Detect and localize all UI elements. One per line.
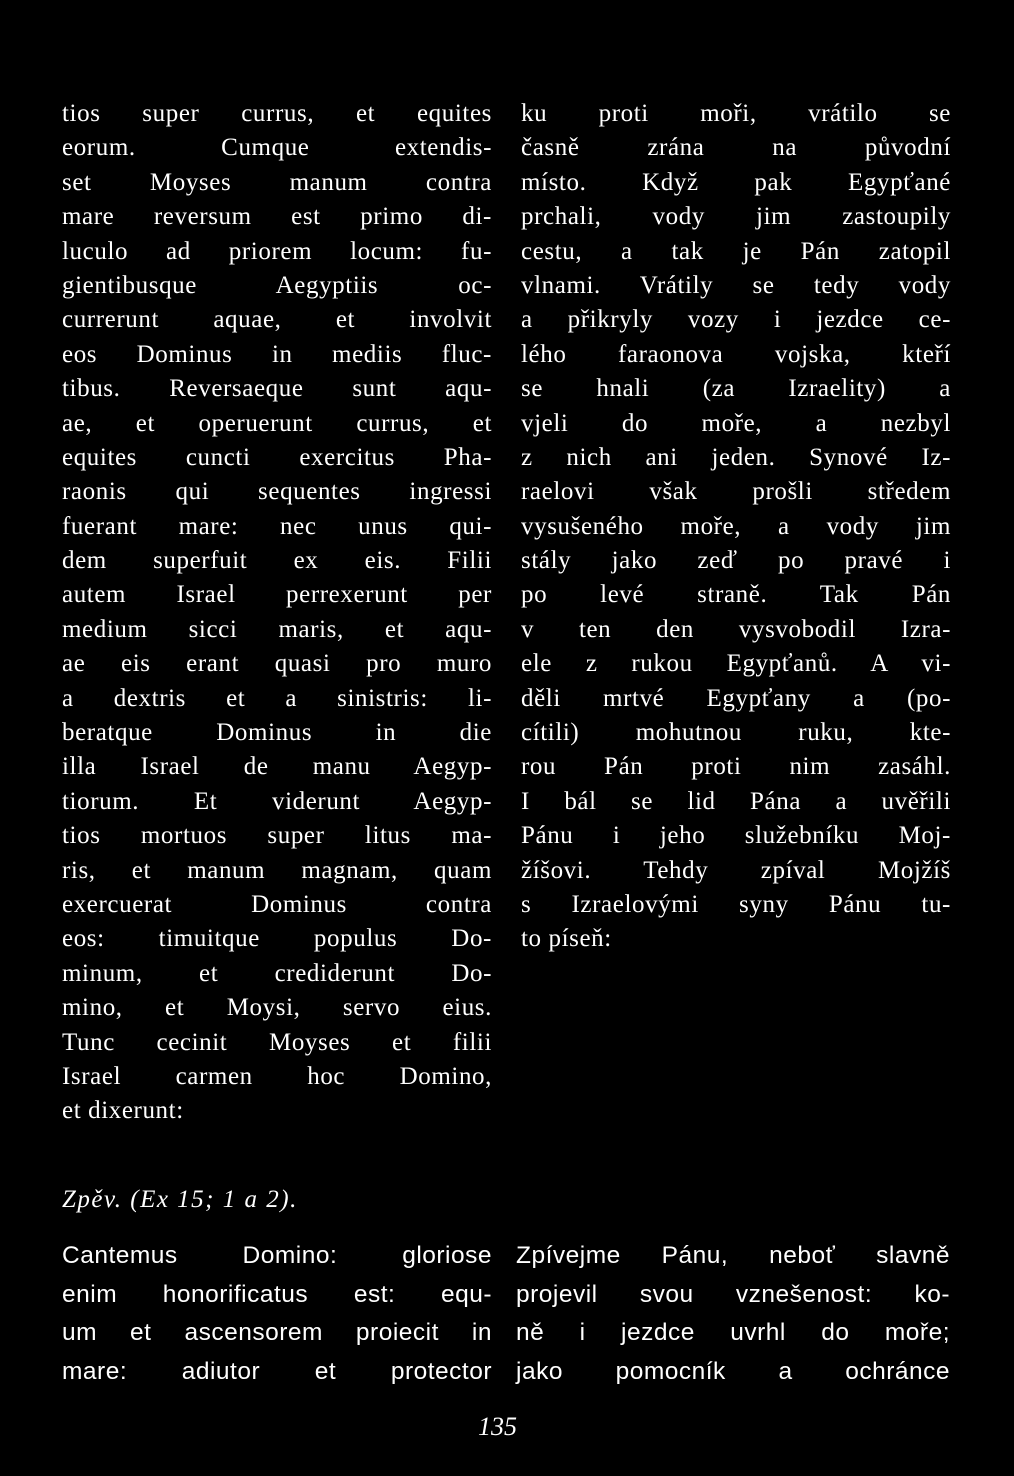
- czech-text-line: Pánu i jeho služebníku Moj-: [521, 822, 951, 850]
- czech-text-line: děli mrtvé Egypťany a (po-: [521, 684, 951, 712]
- latin-text-line: autem Israel perrexerunt per: [62, 581, 492, 609]
- latin-text-line: tibus. Reversaeque sunt aqu-: [62, 375, 492, 403]
- scripture-reference: Zpěv. (Ex 15; 1 a 2).: [62, 1186, 298, 1213]
- latin-text-line: ae, et operuerunt currus, et: [62, 409, 492, 437]
- czech-text-line: to píseň:: [521, 925, 612, 953]
- czech-text-line: a přikryly vozy i jezdce ce-: [521, 306, 951, 334]
- czech-text-line: vlnami. Vrátily se tedy vody: [521, 271, 951, 299]
- latin-text-line: beratque Dominus in die: [62, 719, 492, 747]
- latin-text-line: Tunc cecinit Moyses et filii: [62, 1028, 492, 1056]
- page-number: 135: [478, 1412, 517, 1441]
- chant-latin-line: Cantemus Domino: gloriose: [62, 1242, 492, 1269]
- czech-text-line: vysušeného moře, a vody jim: [521, 512, 951, 540]
- czech-text-line: rou Pán proti nim zasáhl.: [521, 753, 951, 781]
- latin-text-line: eos: timuitque populus Do-: [62, 925, 492, 953]
- latin-text-line: minum, et crediderunt Do-: [62, 959, 492, 987]
- latin-text-line: equites cuncti exercitus Pha-: [62, 443, 492, 471]
- czech-text-line: časně zrána na původní: [521, 134, 951, 162]
- chant-latin-line: mare: adiutor et protector: [62, 1357, 492, 1385]
- chant-czech-column: [516, 1237, 950, 1391]
- czech-text-line: raelovi však prošli středem: [521, 478, 951, 506]
- czech-text-line: po levé straně. Tak Pán: [521, 581, 951, 609]
- latin-text-line: tiorum. Et viderunt Aegyp-: [62, 787, 492, 815]
- latin-text-line: currerunt aquae, et involvit: [62, 306, 492, 334]
- latin-text-column: [62, 97, 492, 1129]
- czech-text-line: z nich ani jeden. Synové Iz-: [521, 443, 951, 471]
- latin-text-line: mare reversum est primo di-: [62, 203, 492, 231]
- czech-text-line: stály jako zeď po pravé i: [521, 547, 951, 575]
- chant-latin-column: [62, 1237, 492, 1391]
- latin-text-line: et dixerunt:: [62, 1097, 184, 1125]
- czech-text-line: s Izraelovými syny Pánu tu-: [521, 890, 951, 918]
- czech-text-line: v ten den vysvobodil Izra-: [521, 615, 951, 643]
- czech-text-line: lého faraonova vojska, kteří: [521, 340, 951, 368]
- latin-text-line: Israel carmen hoc Domino,: [62, 1062, 492, 1090]
- latin-text-line: raonis qui sequentes ingressi: [62, 478, 492, 506]
- latin-text-line: mino, et Moysi, servo eius.: [62, 994, 492, 1022]
- czech-text-line: žíšovi. Tehdy zpíval Mojžíš: [521, 856, 951, 884]
- czech-text-line: I bál se lid Pána a uvěřili: [521, 787, 951, 815]
- latin-text-line: illa Israel de manu Aegyp-: [62, 753, 492, 781]
- chant-czech-line: Zpívejme Pánu, neboť slavně: [516, 1242, 950, 1269]
- chant-latin-line: um et ascensorem proiecit in: [62, 1319, 492, 1346]
- latin-text-line: gientibusque Aegyptiis oc-: [62, 271, 492, 299]
- czech-text-line: vjeli do moře, a nezbyl: [521, 409, 951, 437]
- latin-text-line: medium sicci maris, et aqu-: [62, 615, 492, 643]
- chant-latin-line: enim honorificatus est: equ-: [62, 1280, 492, 1308]
- latin-text-line: a dextris et a sinistris: li-: [62, 684, 492, 712]
- chant-czech-line: ně i jezdce uvrhl do moře;: [516, 1319, 950, 1346]
- latin-text-line: eorum. Cumque extendis-: [62, 134, 492, 162]
- chant-czech-line: jako pomocník a ochránce: [516, 1357, 950, 1385]
- czech-text-line: místo. Když pak Egypťané: [521, 168, 951, 196]
- latin-text-line: dem superfuit ex eis. Filii: [62, 547, 492, 575]
- latin-text-line: set Moyses manum contra: [62, 168, 492, 196]
- chant-czech-line: projevil svou vznešenost: ko-: [516, 1280, 950, 1308]
- latin-text-line: exercuerat Dominus contra: [62, 890, 492, 918]
- czech-text-line: ele z rukou Egypťanů. A vi-: [521, 650, 951, 678]
- czech-text-line: prchali, vody jim zastoupily: [521, 203, 951, 231]
- latin-text-line: tios super currus, et equites: [62, 100, 492, 127]
- czech-text-line: cestu, a tak je Pán zatopil: [521, 237, 951, 265]
- latin-text-line: tios mortuos super litus ma-: [62, 822, 492, 850]
- czech-text-line: ku proti moři, vrátilo se: [521, 100, 951, 127]
- latin-text-line: fuerant mare: nec unus qui-: [62, 512, 492, 540]
- latin-text-line: ae eis erant quasi pro muro: [62, 650, 492, 678]
- latin-text-line: eos Dominus in mediis fluc-: [62, 340, 492, 368]
- czech-text-column: [521, 97, 951, 957]
- latin-text-line: ris, et manum magnam, quam: [62, 856, 492, 884]
- czech-text-line: se hnali (za Izraelity) a: [521, 375, 951, 403]
- latin-text-line: luculo ad priorem locum: fu-: [62, 237, 492, 265]
- czech-text-line: cítili) mohutnou ruku, kte-: [521, 719, 951, 747]
